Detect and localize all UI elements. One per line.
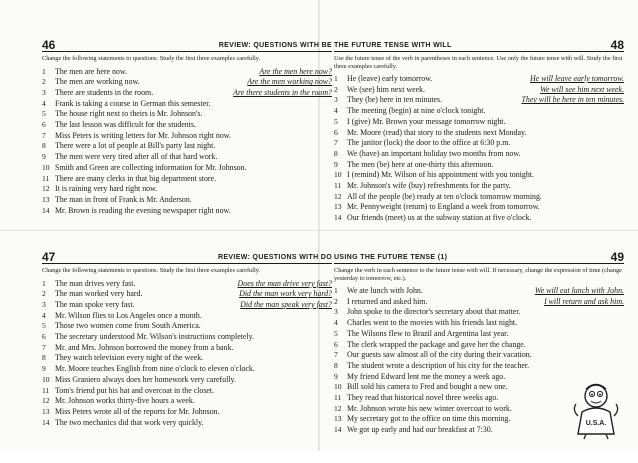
item-sentence: Charles went to the movies with his friends last night. <box>347 318 518 328</box>
item-number: 1 <box>334 286 338 295</box>
exercise-item <box>42 163 332 174</box>
exercise-item <box>42 206 332 217</box>
item-sentence: The house right next to theirs is Mr. Johnson's. <box>55 109 203 119</box>
exercise-instructions: Use the future tense of the verb in parentheses in each sentence. Use only the future tense with will. Study the first three examples carefully. <box>334 55 623 70</box>
item-sentence: The clerk wrapped the package and gave her the change. <box>347 339 526 349</box>
item-number: 3 <box>42 299 46 309</box>
item-number: 11 <box>334 393 342 403</box>
item-number: 6 <box>42 332 46 342</box>
cartoon-lettering: U.S.A. <box>585 420 607 427</box>
example-answer: I will return and ask him. <box>544 296 624 306</box>
exercise-item <box>42 418 332 429</box>
exercise-item <box>334 307 624 318</box>
item-sentence: Mr. Johnson's wife (buy) refreshments for the party. <box>347 181 511 191</box>
exercise-item <box>334 181 624 192</box>
item-number: 10 <box>334 170 342 180</box>
item-sentence: Tom's friend put his hat and overcoat in the closet. <box>55 385 215 395</box>
exercise-item <box>334 192 624 203</box>
exercise-item <box>42 364 332 375</box>
exercise-item <box>334 95 624 106</box>
exercise-item <box>334 318 624 329</box>
item-sentence: The last lesson was difficult for the students. <box>55 120 196 130</box>
item-sentence: Mr. Pennyweight (return) to England a week from tomorrow. <box>347 202 540 212</box>
example-answer: We will see him next week. <box>540 84 624 94</box>
item-number: 5 <box>42 109 46 119</box>
item-sentence: They (be) here in ten minutes. <box>347 95 443 105</box>
item-sentence: Frank is taking a course in German this semester. <box>55 98 211 108</box>
item-number: 9 <box>42 152 46 162</box>
exercise-instructions: Change the following statements to questions. Study the first three examples carefully. <box>42 267 261 274</box>
item-sentence: The Wilsons flew to Brazil and Argentina last year. <box>347 328 509 338</box>
example-answer: Did the man speak very fast? <box>240 299 332 309</box>
item-sentence: There are students in the room. <box>55 87 154 97</box>
item-number: 11 <box>334 181 342 191</box>
item-number: 12 <box>334 191 342 201</box>
example-answer: Did the man work very hard? <box>239 289 332 299</box>
item-number: 3 <box>334 95 338 105</box>
exercise-46 <box>42 36 332 251</box>
exercise-item <box>42 174 332 185</box>
exercise-item <box>42 321 332 332</box>
exercise-header <box>42 36 332 52</box>
item-number: 12 <box>334 403 342 413</box>
item-number: 6 <box>334 127 338 137</box>
item-sentence: Mr. Johnson wrote his new winter overcoat to work. <box>347 403 512 413</box>
item-sentence: My friend Edward lent me the money a week ago. <box>347 371 506 381</box>
exercise-item <box>334 106 624 117</box>
item-number: 4 <box>42 310 46 320</box>
item-number: 3 <box>42 87 46 97</box>
item-sentence: We (see) him next week. <box>347 84 426 94</box>
item-sentence: Mr. Moore (read) that story to the students next Monday. <box>347 127 527 137</box>
item-sentence: There were a lot of people at Bill's party last night. <box>55 141 216 151</box>
item-number: 3 <box>334 307 338 317</box>
exercise-item <box>42 152 332 163</box>
item-sentence: Mr. Brown is reading the evening newspaper right now. <box>55 205 231 215</box>
page-number: 48 <box>610 38 624 52</box>
item-number: 2 <box>334 296 338 306</box>
item-sentence: My secretary got to the office on time this morning. <box>347 414 511 424</box>
exercise-items <box>42 279 332 429</box>
item-number: 7 <box>334 138 338 148</box>
item-number: 13 <box>334 202 342 212</box>
exercise-item <box>42 396 332 407</box>
item-number: 7 <box>334 350 338 360</box>
exercise-item <box>334 202 624 213</box>
exercise-item <box>42 289 332 300</box>
item-sentence: Mr. Johnson works thirty-five hours a week. <box>55 396 195 406</box>
item-sentence: Those two women come from South America. <box>55 321 201 331</box>
exercise-instructions: Change the verb in each sentence to the future tense with will. If necessary, change the expression of time (change yesterday to tomorrow, etc.). <box>334 267 622 282</box>
item-number: 8 <box>334 360 338 370</box>
exercise-header <box>42 248 332 264</box>
exercise-items <box>334 74 624 224</box>
exercise-item <box>334 85 624 96</box>
item-sentence: John spoke to the director's secretary about that matter. <box>347 307 521 317</box>
item-sentence: We got up early and had our breakfast at 7:30. <box>347 425 493 435</box>
item-sentence: The men are working now. <box>55 77 140 87</box>
exercise-item <box>334 213 624 224</box>
item-sentence: Our guests saw almost all of the city during their vacation. <box>347 350 532 360</box>
item-number: 14 <box>334 425 342 435</box>
exercise-item <box>42 141 332 152</box>
example-answer: Does the man drive very fast? <box>237 278 332 288</box>
item-sentence: The men (be) here at one-thirty this afternoon. <box>347 159 494 169</box>
exercise-item <box>334 74 624 85</box>
item-number: 9 <box>334 371 338 381</box>
exercise-title: REVIEW: QUESTIONS WITH DO <box>217 254 332 261</box>
exercise-item <box>42 375 332 386</box>
item-sentence: There are many clerks in that big department store. <box>55 173 217 183</box>
cartoon-student-icon <box>570 380 622 440</box>
exercise-item <box>42 120 332 131</box>
item-number: 1 <box>42 278 46 288</box>
item-sentence: I (give) Mr. Brown your message tomorrow night. <box>347 116 506 126</box>
item-number: 5 <box>334 116 338 126</box>
exercise-item <box>42 88 332 99</box>
exercise-item <box>334 128 624 139</box>
exercise-item <box>334 138 624 149</box>
item-number: 6 <box>42 120 46 130</box>
item-number: 2 <box>334 84 338 94</box>
item-sentence: Mr. Wilson flies to Los Angeles once a month. <box>55 310 202 320</box>
item-sentence: It is raining very hard right now. <box>55 184 158 194</box>
item-number: 5 <box>42 321 46 331</box>
item-sentence: Miss Graniero always does her homework very carefully. <box>55 374 236 384</box>
item-number: 2 <box>42 289 46 299</box>
item-sentence: The secretary understood Mr. Wilson's instructions completely. <box>55 332 254 342</box>
item-sentence: We (have) an important holiday two months from now. <box>347 148 521 158</box>
exercise-item <box>42 195 332 206</box>
exercise-item <box>334 297 624 308</box>
item-number: 8 <box>42 141 46 151</box>
exercise-header <box>334 36 624 52</box>
exercise-item <box>42 99 332 110</box>
exercise-item <box>334 329 624 340</box>
exercise-item <box>334 117 624 128</box>
item-sentence: Mr. and Mrs. Johnson borrowed the money from a bank. <box>55 342 234 352</box>
item-sentence: The men are here now. <box>55 66 128 76</box>
item-number: 5 <box>334 328 338 338</box>
item-sentence: The man worked very hard. <box>55 289 143 299</box>
item-number: 11 <box>42 385 50 395</box>
item-number: 13 <box>42 406 50 416</box>
item-number: 2 <box>42 77 46 87</box>
item-number: 12 <box>42 396 50 406</box>
example-answer: We will eat lunch with John. <box>534 286 624 295</box>
item-sentence: We ate lunch with John. <box>347 286 423 295</box>
exercise-item <box>42 279 332 290</box>
exercise-item <box>42 109 332 120</box>
exercise-item <box>42 184 332 195</box>
exercise-header <box>334 248 624 264</box>
item-sentence: The men were very tired after all of that hard work. <box>55 152 218 162</box>
item-sentence: Smith and Green are collecting information for Mr. Johnson. <box>55 162 247 172</box>
exercise-items <box>42 67 332 217</box>
exercise-item <box>334 350 624 361</box>
exercise-item <box>334 361 624 372</box>
item-sentence: The janitor (lock) the door to the office at 6:30 p.m. <box>347 138 511 148</box>
exercise-item <box>42 311 332 322</box>
example-answer: Are the men working now? <box>247 77 332 87</box>
item-number: 12 <box>42 184 50 194</box>
item-number: 9 <box>334 159 338 169</box>
page-number: 49 <box>610 250 624 264</box>
item-number: 11 <box>42 173 50 183</box>
item-number: 4 <box>334 318 338 328</box>
page-number: 47 <box>42 250 56 264</box>
exercise-item <box>42 77 332 88</box>
item-number: 14 <box>42 205 50 215</box>
item-sentence: They read that historical novel three weeks ago. <box>347 393 499 403</box>
exercise-item <box>42 407 332 418</box>
item-number: 7 <box>42 130 46 140</box>
exercise-title: THE FUTURE TENSE WITH WILL <box>334 42 452 49</box>
item-number: 14 <box>42 417 50 427</box>
item-sentence: Miss Peters is writing letters for Mr. Johnson right now. <box>55 130 231 140</box>
item-number: 4 <box>334 106 338 116</box>
page-number: 46 <box>42 38 56 52</box>
item-sentence: The two mechanics did that work very quickly. <box>55 417 204 427</box>
item-sentence: They watch television every night of the week. <box>55 353 204 363</box>
item-number: 7 <box>42 342 46 352</box>
exercise-item <box>42 353 332 364</box>
item-sentence: Miss Peters wrote all of the reports for Mr. Johnson. <box>55 406 220 416</box>
exercise-item <box>334 286 624 297</box>
exercise-47 <box>42 248 332 463</box>
exercise-item <box>42 386 332 397</box>
item-sentence: I (remind) Mr. Wilson of his appointment with you tonight. <box>347 170 534 180</box>
item-number: 6 <box>334 339 338 349</box>
exercise-item <box>42 131 332 142</box>
exercise-item <box>334 170 624 181</box>
item-number: 9 <box>42 364 46 374</box>
item-sentence: The man in front of Frank is Mr. Anderson. <box>55 194 192 204</box>
item-number: 13 <box>334 414 342 424</box>
exercise-item <box>42 67 332 78</box>
item-number: 4 <box>42 98 46 108</box>
exercise-item <box>42 332 332 343</box>
exercise-instructions: Change the following statements to questions. Study the first three examples carefully. <box>42 55 261 62</box>
item-number: 10 <box>334 382 342 392</box>
item-number: 1 <box>334 74 338 83</box>
item-sentence: Bill sold his camera to Fred and bought a new one. <box>347 382 508 392</box>
cartoon-student-drawing <box>570 380 622 440</box>
item-sentence: The man drives very fast. <box>55 278 136 288</box>
example-answer: Are the men here now? <box>259 66 332 76</box>
item-number: 8 <box>334 148 338 158</box>
item-sentence: I returned and asked him. <box>347 296 428 306</box>
example-answer: They will be here in ten minutes. <box>521 95 624 105</box>
example-answer: Are there students in the room? <box>233 87 332 97</box>
item-number: 8 <box>42 353 46 363</box>
exercise-item <box>334 149 624 160</box>
item-sentence: The student wrote a description of his city for the teacher. <box>347 360 530 370</box>
item-sentence: Mr. Moore teaches English from nine o'clock to eleven o'clock. <box>55 364 255 374</box>
exercise-item <box>334 340 624 351</box>
item-number: 10 <box>42 374 50 384</box>
example-answer: He will leave early tomorrow. <box>529 74 624 83</box>
item-sentence: Our friends (meet) us at the subway station at five o'clock. <box>347 213 532 223</box>
exercise-item <box>42 300 332 311</box>
item-sentence: The meeting (begin) at nine o'clock tonight. <box>347 106 486 116</box>
item-number: 1 <box>42 66 46 76</box>
item-number: 14 <box>334 213 342 223</box>
item-sentence: He (leave) early tomorrow. <box>347 74 433 83</box>
item-number: 10 <box>42 162 50 172</box>
item-sentence: All of the people (be) ready at ten o'clock tomorrow morning. <box>347 191 542 201</box>
exercise-title: REVIEW: QUESTIONS WITH BE <box>218 42 332 49</box>
exercise-item <box>334 160 624 171</box>
item-sentence: The man spoke very fast. <box>55 299 135 309</box>
item-number: 13 <box>42 194 50 204</box>
exercise-item <box>42 343 332 354</box>
exercise-48 <box>334 36 624 251</box>
exercise-title: USING THE FUTURE TENSE (1) <box>334 254 448 261</box>
